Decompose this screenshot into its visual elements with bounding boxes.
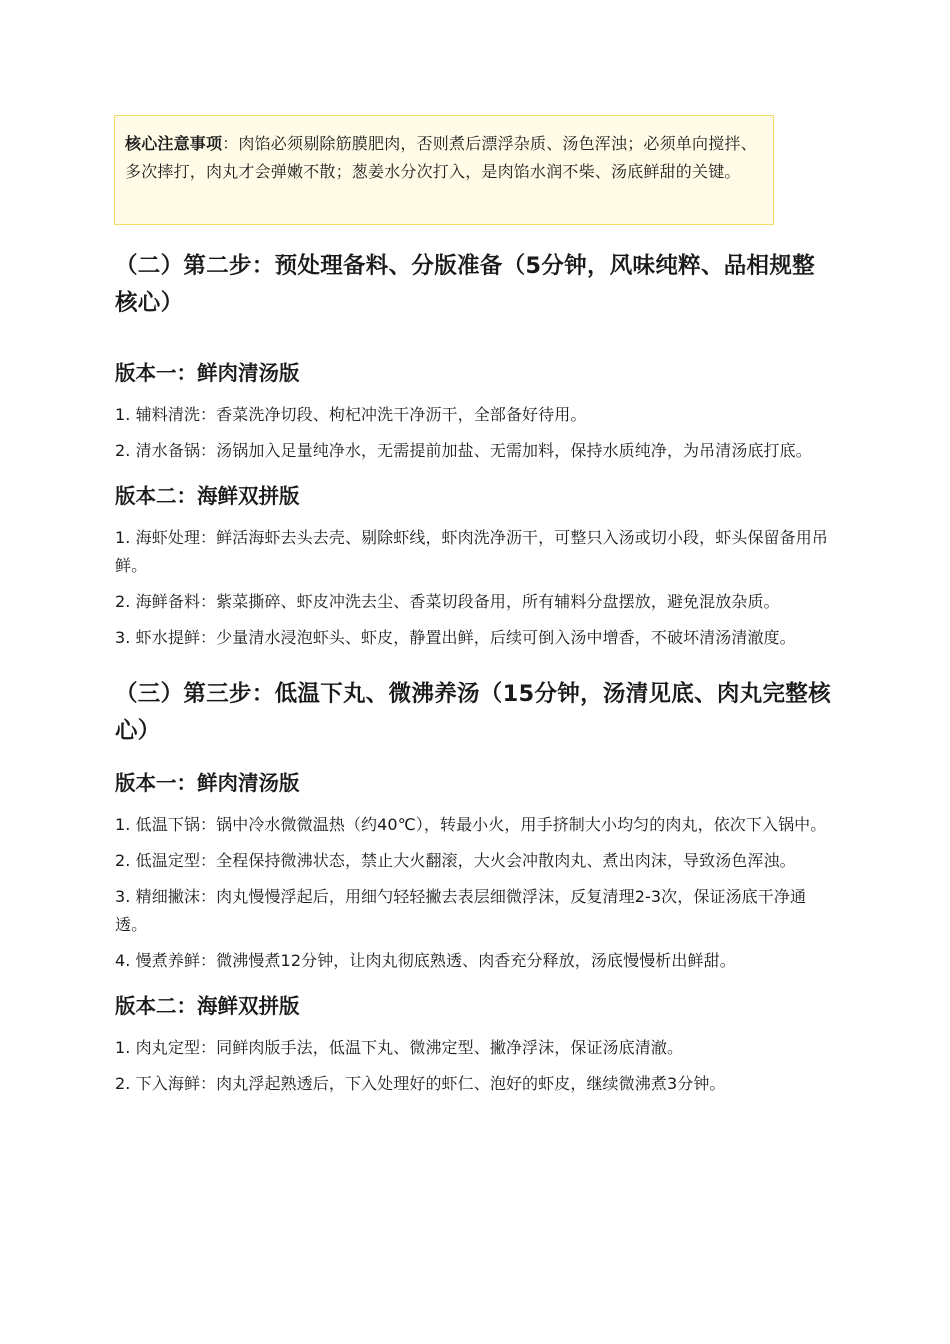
list-item: 1. 肉丸定型：同鲜肉版手法，低温下丸、微沸定型、撇净浮沫，保证汤底清澈。 xyxy=(115,1038,684,1057)
list-item: 2. 下入海鲜：肉丸浮起熟透后，下入处理好的虾仁、泡好的虾皮，继续微沸煮3分钟。 xyxy=(115,1074,726,1093)
step2-version1-heading: 版本一：鲜肉清汤版 xyxy=(115,361,300,385)
step2-version2-heading: 版本二：海鲜双拼版 xyxy=(115,484,300,508)
list-item: 2. 海鲜备料：紫菜撕碎、虾皮冲洗去尘、香菜切段备用，所有辅料分盘摆放，避免混放杂质。 xyxy=(115,592,780,611)
list-item: 2. 清水备锅：汤锅加入足量纯净水，无需提前加盐、无需加料，保持水质纯净，为吊清汤底打底。 xyxy=(115,441,812,460)
key-notes-label: 核心注意事项 xyxy=(125,134,223,153)
list-item: 3. 虾水提鲜：少量清水浸泡虾头、虾皮，静置出鲜，后续可倒入汤中增香，不破坏清汤清澈度。 xyxy=(115,628,796,647)
list-item: 1. 低温下锅：锅中冷水微微温热（约40℃），转最小火，用手挤制大小均匀的肉丸，依次下入锅中。 xyxy=(115,815,827,834)
list-item: 1. 辅料清洗：香菜洗净切段、枸杞冲洗干净沥干，全部备好待用。 xyxy=(115,405,587,424)
key-notes-text: ：肉馅必须剔除筋膜肥肉，否则煮后漂浮杂质、汤色浑浊；必须单向搅拌、多次摔打，肉丸才会弹嫩不散；葱姜水分次打入，是肉馅水润不柴、汤底鲜甜的关键。 xyxy=(125,134,757,181)
step3-version1-heading: 版本一：鲜肉清汤版 xyxy=(115,771,300,795)
key-notes-box xyxy=(114,115,774,225)
list-item: 3. 精细撇沫：肉丸慢慢浮起后，用细勺轻轻撇去表层细微浮沫，反复清理2-3次，保证汤底干净通透。 xyxy=(115,887,807,934)
step2-heading: （二）第二步：预处理备料、分版准备（5分钟，风味纯粹、品相规整核心） xyxy=(115,253,815,316)
list-item: 4. 慢煮养鲜：微沸慢煮12分钟，让肉丸彻底熟透、肉香充分释放，汤底慢慢析出鲜甜。 xyxy=(115,951,736,970)
list-item: 2. 低温定型：全程保持微沸状态，禁止大火翻滚，大火会冲散肉丸、煮出肉沫，导致汤色浑浊。 xyxy=(115,851,796,870)
step3-version2-heading: 版本二：海鲜双拼版 xyxy=(115,994,300,1018)
list-item: 1. 海虾处理：鲜活海虾去头去壳、剔除虾线，虾肉洗净沥干，可整只入汤或切小段，虾头保留备用吊鲜。 xyxy=(115,528,828,575)
content-body xyxy=(115,248,835,1098)
step3-heading: （三）第三步：低温下丸、微沸养汤（15分钟，汤清见底、肉丸完整核心） xyxy=(115,681,831,744)
